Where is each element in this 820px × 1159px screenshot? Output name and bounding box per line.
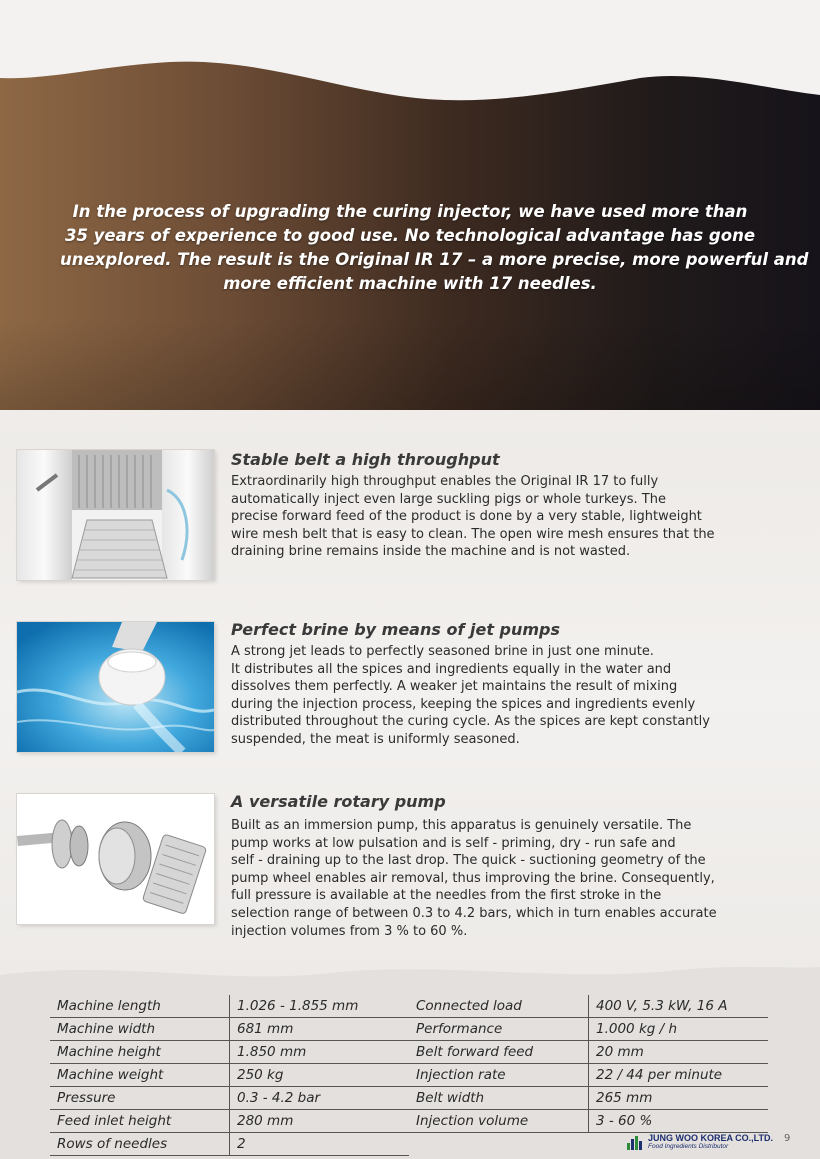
spec-label: Injection rate [409, 1064, 589, 1087]
spec-value: 250 kg [230, 1064, 410, 1087]
feature-description [231, 643, 791, 749]
feature-jet-pumps [0, 620, 820, 760]
feature-line: suspended, the meat is uniformly seasoned. [231, 731, 520, 747]
spec-value: 280 mm [230, 1110, 410, 1133]
feature-line: dissolves them perfectly. A weaker jet maintains the result of mixing [231, 679, 678, 695]
feature-line: distributed throughout the curing cycle. As the spices are kept constantly [231, 714, 710, 730]
table-row [50, 1064, 409, 1087]
spec-table-right [409, 995, 768, 1133]
table-row [409, 1041, 768, 1064]
feature-line: draining brine remains inside the machine and is not wasted. [231, 544, 631, 560]
spec-value: 20 mm [589, 1041, 769, 1064]
feature-title: Stable belt a high throughput [231, 450, 500, 469]
feature-line: injection volumes from 3 % to 60 %. [231, 923, 468, 939]
spec-value: 0.3 - 4.2 bar [230, 1087, 410, 1110]
hero-banner [0, 0, 820, 410]
spec-label: Belt forward feed [409, 1041, 589, 1064]
feature-rotary-pump [0, 792, 820, 942]
spec-table-left [50, 995, 409, 1156]
spec-value: 1.850 mm [230, 1041, 410, 1064]
table-row [409, 995, 768, 1018]
spec-value: 400 V, 5.3 kW, 16 A [589, 995, 769, 1018]
feature-line: selection range of between 0.3 to 4.2 bars, which in turn enables accurate [231, 905, 717, 921]
spec-value: 681 mm [230, 1018, 410, 1041]
feature-line: A strong jet leads to perfectly seasoned brine in just one minute. [231, 644, 654, 659]
table-row [409, 1064, 768, 1087]
spec-label: Connected load [409, 995, 589, 1018]
intro-text [60, 200, 809, 296]
feature-title: A versatile rotary pump [231, 792, 446, 811]
feature-description [231, 817, 791, 940]
feature-line: precise forward feed of the product is done by a very stable, lightweight [231, 509, 702, 525]
table-row [409, 1110, 768, 1133]
spec-value: 1.000 kg / h [589, 1018, 769, 1041]
company-name: JUNG WOO KOREA CO.,LTD. [648, 1133, 773, 1143]
feature-belt [0, 450, 820, 590]
spec-label: Machine height [50, 1041, 230, 1064]
spec-label: Machine length [50, 995, 230, 1018]
spec-label: Feed inlet height [50, 1110, 230, 1133]
table-row [50, 1110, 409, 1133]
feature-line: full pressure is available at the needles from the first stroke in the [231, 888, 662, 904]
feature-line: It distributes all the spices and ingredients equally in the water and [231, 661, 672, 677]
company-subtitle: Food Ingredients Distributor [648, 1143, 729, 1150]
feature-line: pump wheel enables air removal, thus improving the brine. Consequently, [231, 870, 715, 886]
table-row [50, 1133, 409, 1156]
page-number: 9 [784, 1133, 791, 1144]
table-row [50, 995, 409, 1018]
spec-label: Machine width [50, 1018, 230, 1041]
company-logo [626, 1131, 773, 1153]
table-row [409, 1018, 768, 1041]
spec-value: 22 / 44 per minute [589, 1064, 769, 1087]
spec-value: 265 mm [589, 1087, 769, 1110]
feature-line: during the injection process, keeping the spices and ingredients evenly [231, 696, 696, 712]
intro-line: unexplored. The result is the Original IR 17 – a more precise, more powerful and [60, 250, 809, 269]
spec-label: Belt width [409, 1087, 589, 1110]
hero-top-wave [0, 0, 820, 120]
feature-line: Built as an immersion pump, this apparatus is genuinely versatile. The [231, 818, 692, 833]
feature-line: pump works at low pulsation and is self - priming, dry - run safe and [231, 835, 676, 851]
spec-label: Injection volume [409, 1110, 589, 1133]
intro-line: 35 years of experience to good use. No technological advantage has gone [64, 226, 756, 245]
table-row [50, 1041, 409, 1064]
spec-value: 3 - 60 % [589, 1110, 769, 1133]
belt-machine-photo [17, 450, 214, 580]
spec-label: Performance [409, 1018, 589, 1041]
table-row [409, 1087, 768, 1110]
intro-line: In the process of upgrading the curing injector, we have used more than [72, 202, 748, 221]
feature-line: Extraordinarily high throughput enables the Original IR 17 to fully [231, 474, 659, 489]
feature-description [231, 473, 791, 561]
spec-value: 1.026 - 1.855 mm [230, 995, 410, 1018]
spec-value: 2 [230, 1133, 410, 1156]
table-row [50, 1087, 409, 1110]
feature-title: Perfect brine by means of jet pumps [231, 620, 561, 639]
table-row [50, 1018, 409, 1041]
spec-label: Machine weight [50, 1064, 230, 1087]
spec-label: Rows of needles [50, 1133, 230, 1156]
jet-pump-photo [17, 622, 214, 752]
feature-line: automatically inject even large suckling pigs or whole turkeys. The [231, 491, 666, 507]
feature-line: self - draining up to the last drop. The quick - suctioning geometry of the [231, 853, 706, 869]
spec-label: Pressure [50, 1087, 230, 1110]
company-logo-icon [626, 1133, 644, 1151]
feature-line: wire mesh belt that is easy to clean. The open wire mesh ensures that the [231, 526, 715, 542]
intro-line: more efficient machine with 17 needles. [223, 274, 597, 293]
rotary-pump-photo [17, 794, 214, 924]
